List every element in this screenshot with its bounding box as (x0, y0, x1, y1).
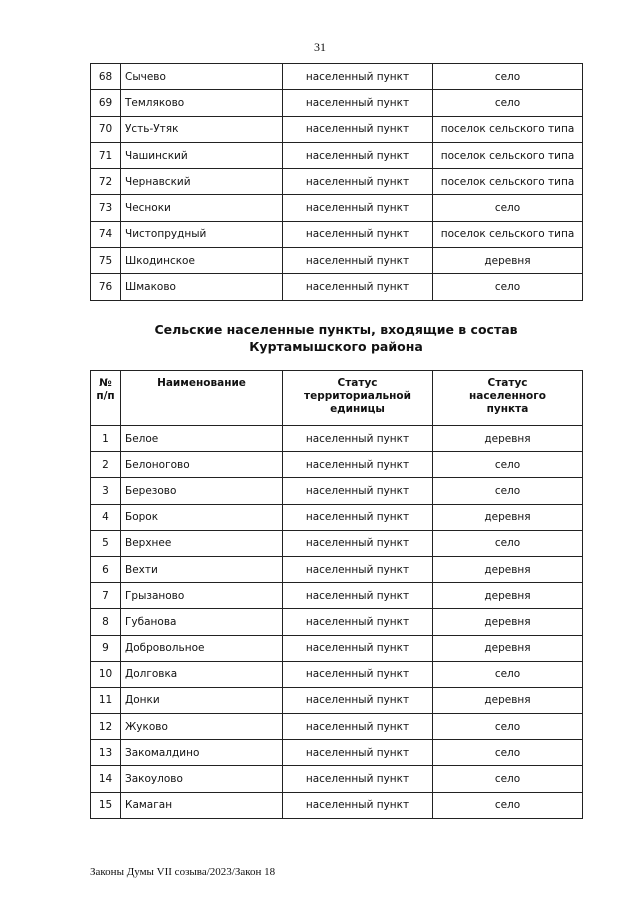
table-row (91, 635, 583, 661)
row-number: 70 (91, 116, 121, 142)
row-settlement-status: село (433, 714, 583, 740)
table-row (91, 609, 583, 635)
row-unit-type: населенный пункт (283, 661, 433, 687)
table-row (91, 661, 583, 687)
row-name: Грызаново (121, 583, 283, 609)
table-row (91, 766, 583, 792)
table-row (91, 64, 583, 90)
row-number: 5 (91, 530, 121, 556)
table-row (91, 452, 583, 478)
row-number: 75 (91, 248, 121, 274)
row-number: 71 (91, 142, 121, 168)
row-number: 76 (91, 274, 121, 300)
row-unit-type: населенный пункт (283, 116, 433, 142)
table-row (91, 740, 583, 766)
row-number: 7 (91, 583, 121, 609)
row-settlement-status: село (433, 452, 583, 478)
section-title-line: Куртамышского района (249, 339, 423, 354)
table-row (91, 274, 583, 300)
row-unit-type: населенный пункт (283, 556, 433, 582)
row-settlement-status: деревня (433, 426, 583, 452)
row-settlement-status: село (433, 90, 583, 116)
table-row (91, 504, 583, 530)
row-number: 68 (91, 64, 121, 90)
table-row (91, 478, 583, 504)
row-number: 9 (91, 635, 121, 661)
table-row (91, 426, 583, 452)
row-settlement-status: село (433, 195, 583, 221)
table-row (91, 169, 583, 195)
row-settlement-status: деревня (433, 609, 583, 635)
table-row (91, 142, 583, 168)
table-row (91, 90, 583, 116)
row-unit-type: населенный пункт (283, 635, 433, 661)
row-settlement-status: поселок сельского типа (433, 116, 583, 142)
row-unit-type: населенный пункт (283, 714, 433, 740)
row-name: Закомалдино (121, 740, 283, 766)
row-name: Шмаково (121, 274, 283, 300)
table-row (91, 792, 583, 818)
row-name: Долговка (121, 661, 283, 687)
row-name: Чистопрудный (121, 221, 283, 247)
table-row (91, 195, 583, 221)
row-settlement-status: поселок сельского типа (433, 169, 583, 195)
row-name: Камаган (121, 792, 283, 818)
row-name: Шкодинское (121, 248, 283, 274)
table-row (91, 221, 583, 247)
row-name: Чашинский (121, 142, 283, 168)
row-settlement-status: село (433, 274, 583, 300)
row-settlement-status: деревня (433, 687, 583, 713)
row-unit-type: населенный пункт (283, 248, 433, 274)
row-name: Верхнее (121, 530, 283, 556)
row-number: 11 (91, 687, 121, 713)
row-name: Добровольное (121, 635, 283, 661)
header-settlement-status: Статус населенного пункта (433, 371, 583, 426)
row-unit-type: населенный пункт (283, 64, 433, 90)
row-settlement-status: село (433, 766, 583, 792)
row-settlement-status: деревня (433, 504, 583, 530)
row-name: Борок (121, 504, 283, 530)
row-name: Сычево (121, 64, 283, 90)
row-settlement-status: деревня (433, 248, 583, 274)
table-row (91, 583, 583, 609)
row-unit-type: населенный пункт (283, 221, 433, 247)
row-unit-type: населенный пункт (283, 792, 433, 818)
row-name: Чернавский (121, 169, 283, 195)
row-unit-type: населенный пункт (283, 478, 433, 504)
table-header-row (91, 371, 583, 426)
row-number: 8 (91, 609, 121, 635)
table-row (91, 530, 583, 556)
row-name: Закоулово (121, 766, 283, 792)
row-settlement-status: поселок сельского типа (433, 142, 583, 168)
row-settlement-status: село (433, 478, 583, 504)
row-settlement-status: деревня (433, 556, 583, 582)
row-number: 15 (91, 792, 121, 818)
row-number: 13 (91, 740, 121, 766)
row-unit-type: населенный пункт (283, 583, 433, 609)
row-unit-type: населенный пункт (283, 195, 433, 221)
row-name: Жуково (121, 714, 283, 740)
row-unit-type: населенный пункт (283, 530, 433, 556)
table-row (91, 556, 583, 582)
row-settlement-status: село (433, 792, 583, 818)
row-name: Губанова (121, 609, 283, 635)
row-unit-type: населенный пункт (283, 142, 433, 168)
row-number: 4 (91, 504, 121, 530)
row-number: 10 (91, 661, 121, 687)
row-unit-type: населенный пункт (283, 609, 433, 635)
table-row (91, 248, 583, 274)
row-name: Белое (121, 426, 283, 452)
kurtamysh-settlements-table (90, 370, 583, 819)
row-unit-type: населенный пункт (283, 452, 433, 478)
section-title (90, 321, 582, 355)
row-settlement-status: село (433, 661, 583, 687)
header-unit-type: Статус территориальной единицы (283, 371, 433, 426)
row-number: 1 (91, 426, 121, 452)
settlements-table-continued (90, 63, 583, 301)
row-settlement-status: село (433, 64, 583, 90)
row-number: 69 (91, 90, 121, 116)
row-settlement-status: село (433, 530, 583, 556)
row-number: 74 (91, 221, 121, 247)
row-number: 3 (91, 478, 121, 504)
page-number: 31 (314, 40, 326, 54)
table-row (91, 687, 583, 713)
row-number: 12 (91, 714, 121, 740)
section-title-line: Сельские населенные пункты, входящие в состав (154, 322, 518, 337)
row-name: Усть-Утяк (121, 116, 283, 142)
row-settlement-status: село (433, 740, 583, 766)
row-unit-type: населенный пункт (283, 740, 433, 766)
header-number: № п/п (91, 371, 121, 426)
row-settlement-status: деревня (433, 583, 583, 609)
row-number: 72 (91, 169, 121, 195)
row-unit-type: населенный пункт (283, 766, 433, 792)
row-name: Темляково (121, 90, 283, 116)
table-row (91, 116, 583, 142)
row-unit-type: населенный пункт (283, 504, 433, 530)
row-number: 2 (91, 452, 121, 478)
row-name: Чесноки (121, 195, 283, 221)
row-number: 6 (91, 556, 121, 582)
row-unit-type: населенный пункт (283, 426, 433, 452)
row-unit-type: населенный пункт (283, 687, 433, 713)
row-unit-type: населенный пункт (283, 169, 433, 195)
row-name: Донки (121, 687, 283, 713)
header-name: Наименование (121, 371, 283, 426)
row-unit-type: населенный пункт (283, 90, 433, 116)
table-row (91, 714, 583, 740)
row-name: Березово (121, 478, 283, 504)
document-footer: Законы Думы VII созыва/2023/Закон 18 (90, 866, 276, 878)
row-settlement-status: поселок сельского типа (433, 221, 583, 247)
row-number: 14 (91, 766, 121, 792)
row-name: Белоногово (121, 452, 283, 478)
row-number: 73 (91, 195, 121, 221)
row-settlement-status: деревня (433, 635, 583, 661)
row-unit-type: населенный пункт (283, 274, 433, 300)
row-name: Вехти (121, 556, 283, 582)
